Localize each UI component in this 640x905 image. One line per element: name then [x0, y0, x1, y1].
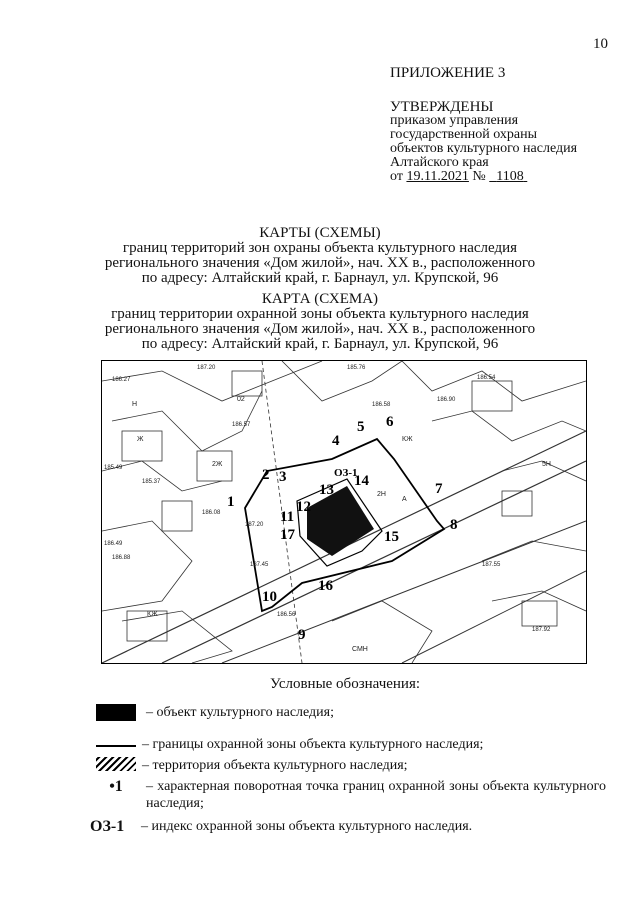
map-label: 187.45 — [250, 562, 269, 568]
approval-block — [390, 66, 577, 184]
map-label: 185.76 — [347, 365, 366, 371]
maps-line-1: границ территорий зон охраны объекта культурного наследия — [122, 240, 518, 256]
legend-item-zone-index — [90, 818, 472, 835]
map-label: 185.37 — [142, 479, 161, 485]
legend-item-turning-point — [96, 778, 606, 812]
map-label: 186.56 — [277, 612, 296, 618]
map-label: 02 — [237, 396, 245, 403]
legend-item-heritage-object — [96, 704, 334, 721]
map-label: 2Н — [377, 491, 386, 498]
map-label: СМН — [352, 646, 368, 653]
map-label: Ж — [137, 436, 144, 443]
map-label: Н — [132, 401, 138, 408]
point-label-4: 4 — [332, 433, 340, 449]
point-label-14: 14 — [354, 473, 369, 489]
point-label-13: 13 — [319, 482, 334, 498]
point-label-5: 5 — [357, 419, 365, 435]
point-label-3: 3 — [279, 469, 287, 485]
point-label-7: 7 — [435, 481, 443, 497]
map-label: 186.57 — [232, 422, 251, 428]
heritage-object — [307, 486, 374, 556]
point-label-16: 16 — [318, 578, 333, 594]
maps-heading — [0, 226, 640, 286]
map-label: 186.08 — [202, 510, 221, 516]
approval-number-value: 1108 — [496, 169, 524, 184]
point-label-11: 11 — [280, 509, 295, 525]
map-heading — [0, 292, 640, 352]
maps-title: КАРТЫ (СХЕМЫ) — [259, 225, 381, 241]
map-line-1: границ территории охранной зоны объекта культурного наследия — [111, 306, 529, 322]
map-label: 187.55 — [482, 562, 501, 568]
point-label-6: 6 — [386, 414, 394, 430]
number-prefix: № — [472, 169, 486, 184]
map-line-3: по адресу: Алтайский край, г. Барнаул, ул. Крупской, 96 — [141, 336, 499, 352]
map-label: 5Н — [542, 461, 551, 468]
page-number: 10 — [593, 36, 608, 52]
approval-line-2: государственной охраны — [390, 127, 538, 142]
heritage-object-swatch — [96, 704, 136, 721]
map-label: 186.49 — [104, 541, 123, 547]
legend-text-3: – территория объекта культурного наследия; — [142, 758, 408, 773]
zone-index-symbol: ОЗ-1 — [90, 818, 125, 835]
appendix-label: ПРИЛОЖЕНИЕ 3 — [390, 65, 506, 81]
point-label-17: 17 — [280, 527, 295, 543]
map-label: 2Ж — [212, 461, 223, 468]
approval-line-4: Алтайского края — [390, 155, 489, 170]
approval-date-line — [390, 170, 577, 184]
map-label: 185.49 — [104, 465, 123, 471]
point-label-1: 1 — [227, 494, 235, 510]
map-label: КЖ — [147, 611, 158, 618]
legend-item-zone-boundary — [96, 736, 483, 753]
territory-hatch-symbol — [96, 757, 136, 771]
map-label: 186.27 — [112, 377, 131, 383]
approval-number — [489, 169, 527, 184]
maps-line-2: регионального значения «Дом жилой», нач. XX в., расположенного — [104, 255, 536, 271]
legend-text-4: – характерная поворотная точка границ охранной зоны объекта культурного наследия; — [146, 779, 606, 811]
legend-text-2: – границы охранной зоны объекта культурного наследия; — [142, 737, 484, 752]
map-label: 187.20 — [197, 365, 216, 371]
map-title: КАРТА (СХЕМА) — [261, 291, 379, 307]
map-label: 186.58 — [372, 402, 391, 408]
approved-label: УТВЕРЖДЕНЫ — [390, 99, 494, 115]
approval-line-1: приказом управления — [390, 113, 519, 128]
zone-boundary-line-symbol — [96, 736, 136, 747]
map-line-2: регионального значения «Дом жилой», нач. XX в., расположенного — [104, 321, 536, 337]
point-label-2: 2 — [262, 467, 270, 483]
map-label: А — [402, 496, 407, 503]
point-label-10: 10 — [262, 589, 277, 605]
legend-item-territory — [96, 757, 408, 774]
legend-text-1: – объект культурного наследия; — [146, 705, 334, 720]
approval-date: 19.11.2021 — [406, 169, 469, 184]
approval-line-3: объектов культурного наследия — [390, 141, 578, 156]
map-label: 186.88 — [112, 555, 131, 561]
point-label-15: 15 — [384, 529, 399, 545]
legend-text-5: – индекс охранной зоны объекта культурного наследия. — [141, 819, 473, 834]
point-label-8: 8 — [450, 517, 458, 533]
map-label: 186.90 — [437, 397, 456, 403]
map-svg — [102, 361, 586, 663]
cadastral-map — [101, 360, 587, 664]
map-label: 187.20 — [245, 522, 264, 528]
legend-title: Условные обозначения: — [270, 676, 421, 692]
point-label-12: 12 — [296, 499, 311, 515]
point-label-9: 9 — [298, 627, 306, 643]
maps-line-3: по адресу: Алтайский край, г. Барнаул, ул. Крупской, 96 — [141, 270, 499, 286]
date-prefix: от — [390, 169, 403, 184]
zone-index-label: ОЗ-1 — [334, 467, 358, 479]
turning-point-symbol-number: 1 — [114, 778, 123, 795]
map-label: 187.92 — [532, 627, 551, 633]
map-label: 186.54 — [477, 375, 496, 381]
map-label: КЖ — [402, 436, 413, 443]
turning-point-symbol: •1 — [109, 778, 123, 795]
